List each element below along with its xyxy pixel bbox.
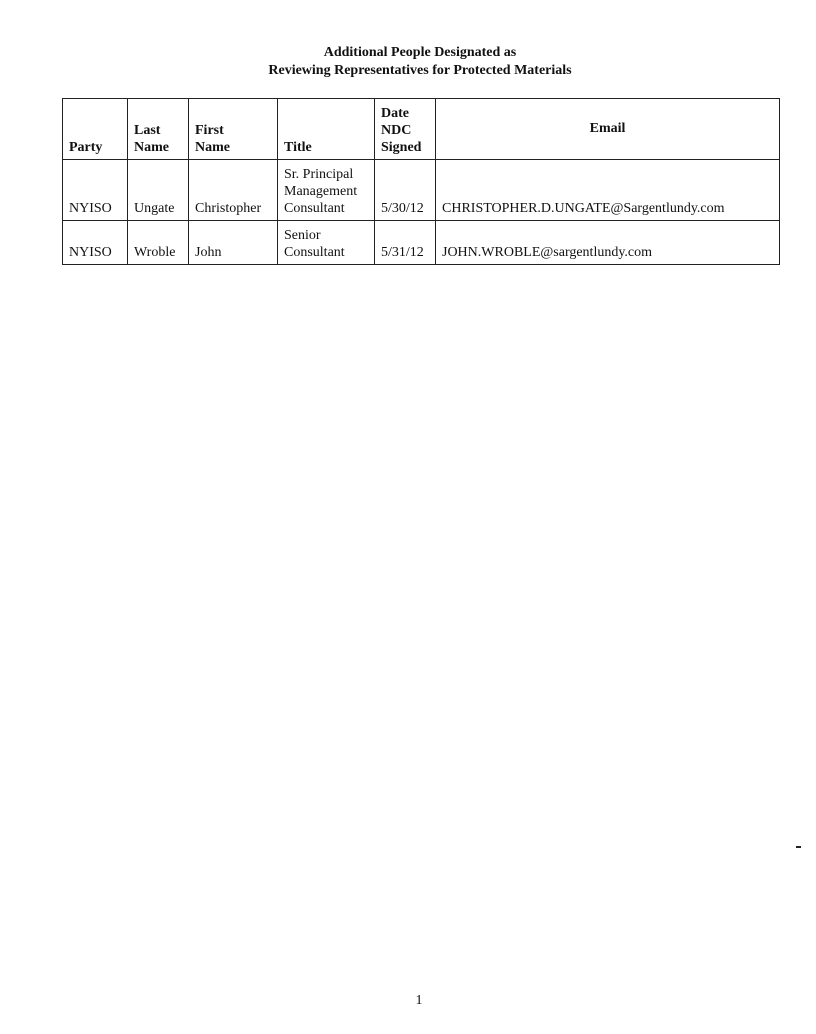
cell-last-name: Ungate — [128, 160, 189, 221]
cell-date-signed: 5/30/12 — [375, 160, 436, 221]
cell-first-name: John — [189, 221, 278, 265]
cell-title: Senior Consultant — [278, 221, 375, 265]
header-date-ndc-signed: Date NDC Signed — [375, 99, 436, 160]
cell-first-name: Christopher — [189, 160, 278, 221]
header-title: Title — [278, 99, 375, 160]
cell-date-signed: 5/31/12 — [375, 221, 436, 265]
cell-last-name: Wroble — [128, 221, 189, 265]
cell-party: NYISO — [63, 221, 128, 265]
table-row — [63, 160, 780, 221]
header-first-name: First Name — [189, 99, 278, 160]
representatives-table — [62, 98, 780, 265]
document-title — [0, 44, 816, 80]
document-title-line-2: Reviewing Representatives for Protected Materials — [268, 63, 572, 78]
cell-email: CHRISTOPHER.D.UNGATE@Sargentlundy.com — [436, 160, 780, 221]
page-number: 1 — [415, 993, 423, 1008]
cell-party: NYISO — [63, 160, 128, 221]
header-email: Email — [436, 99, 780, 160]
document-title-line-1: Additional People Designated as — [323, 45, 517, 60]
table-row — [63, 221, 780, 265]
cell-email: JOHN.WROBLE@sargentlundy.com — [436, 221, 780, 265]
scan-mark — [796, 846, 801, 848]
header-party: Party — [63, 99, 128, 160]
header-last-name: Last Name — [128, 99, 189, 160]
cell-title: Sr. Principal Management Consultant — [278, 160, 375, 221]
table-header-row — [63, 99, 780, 160]
